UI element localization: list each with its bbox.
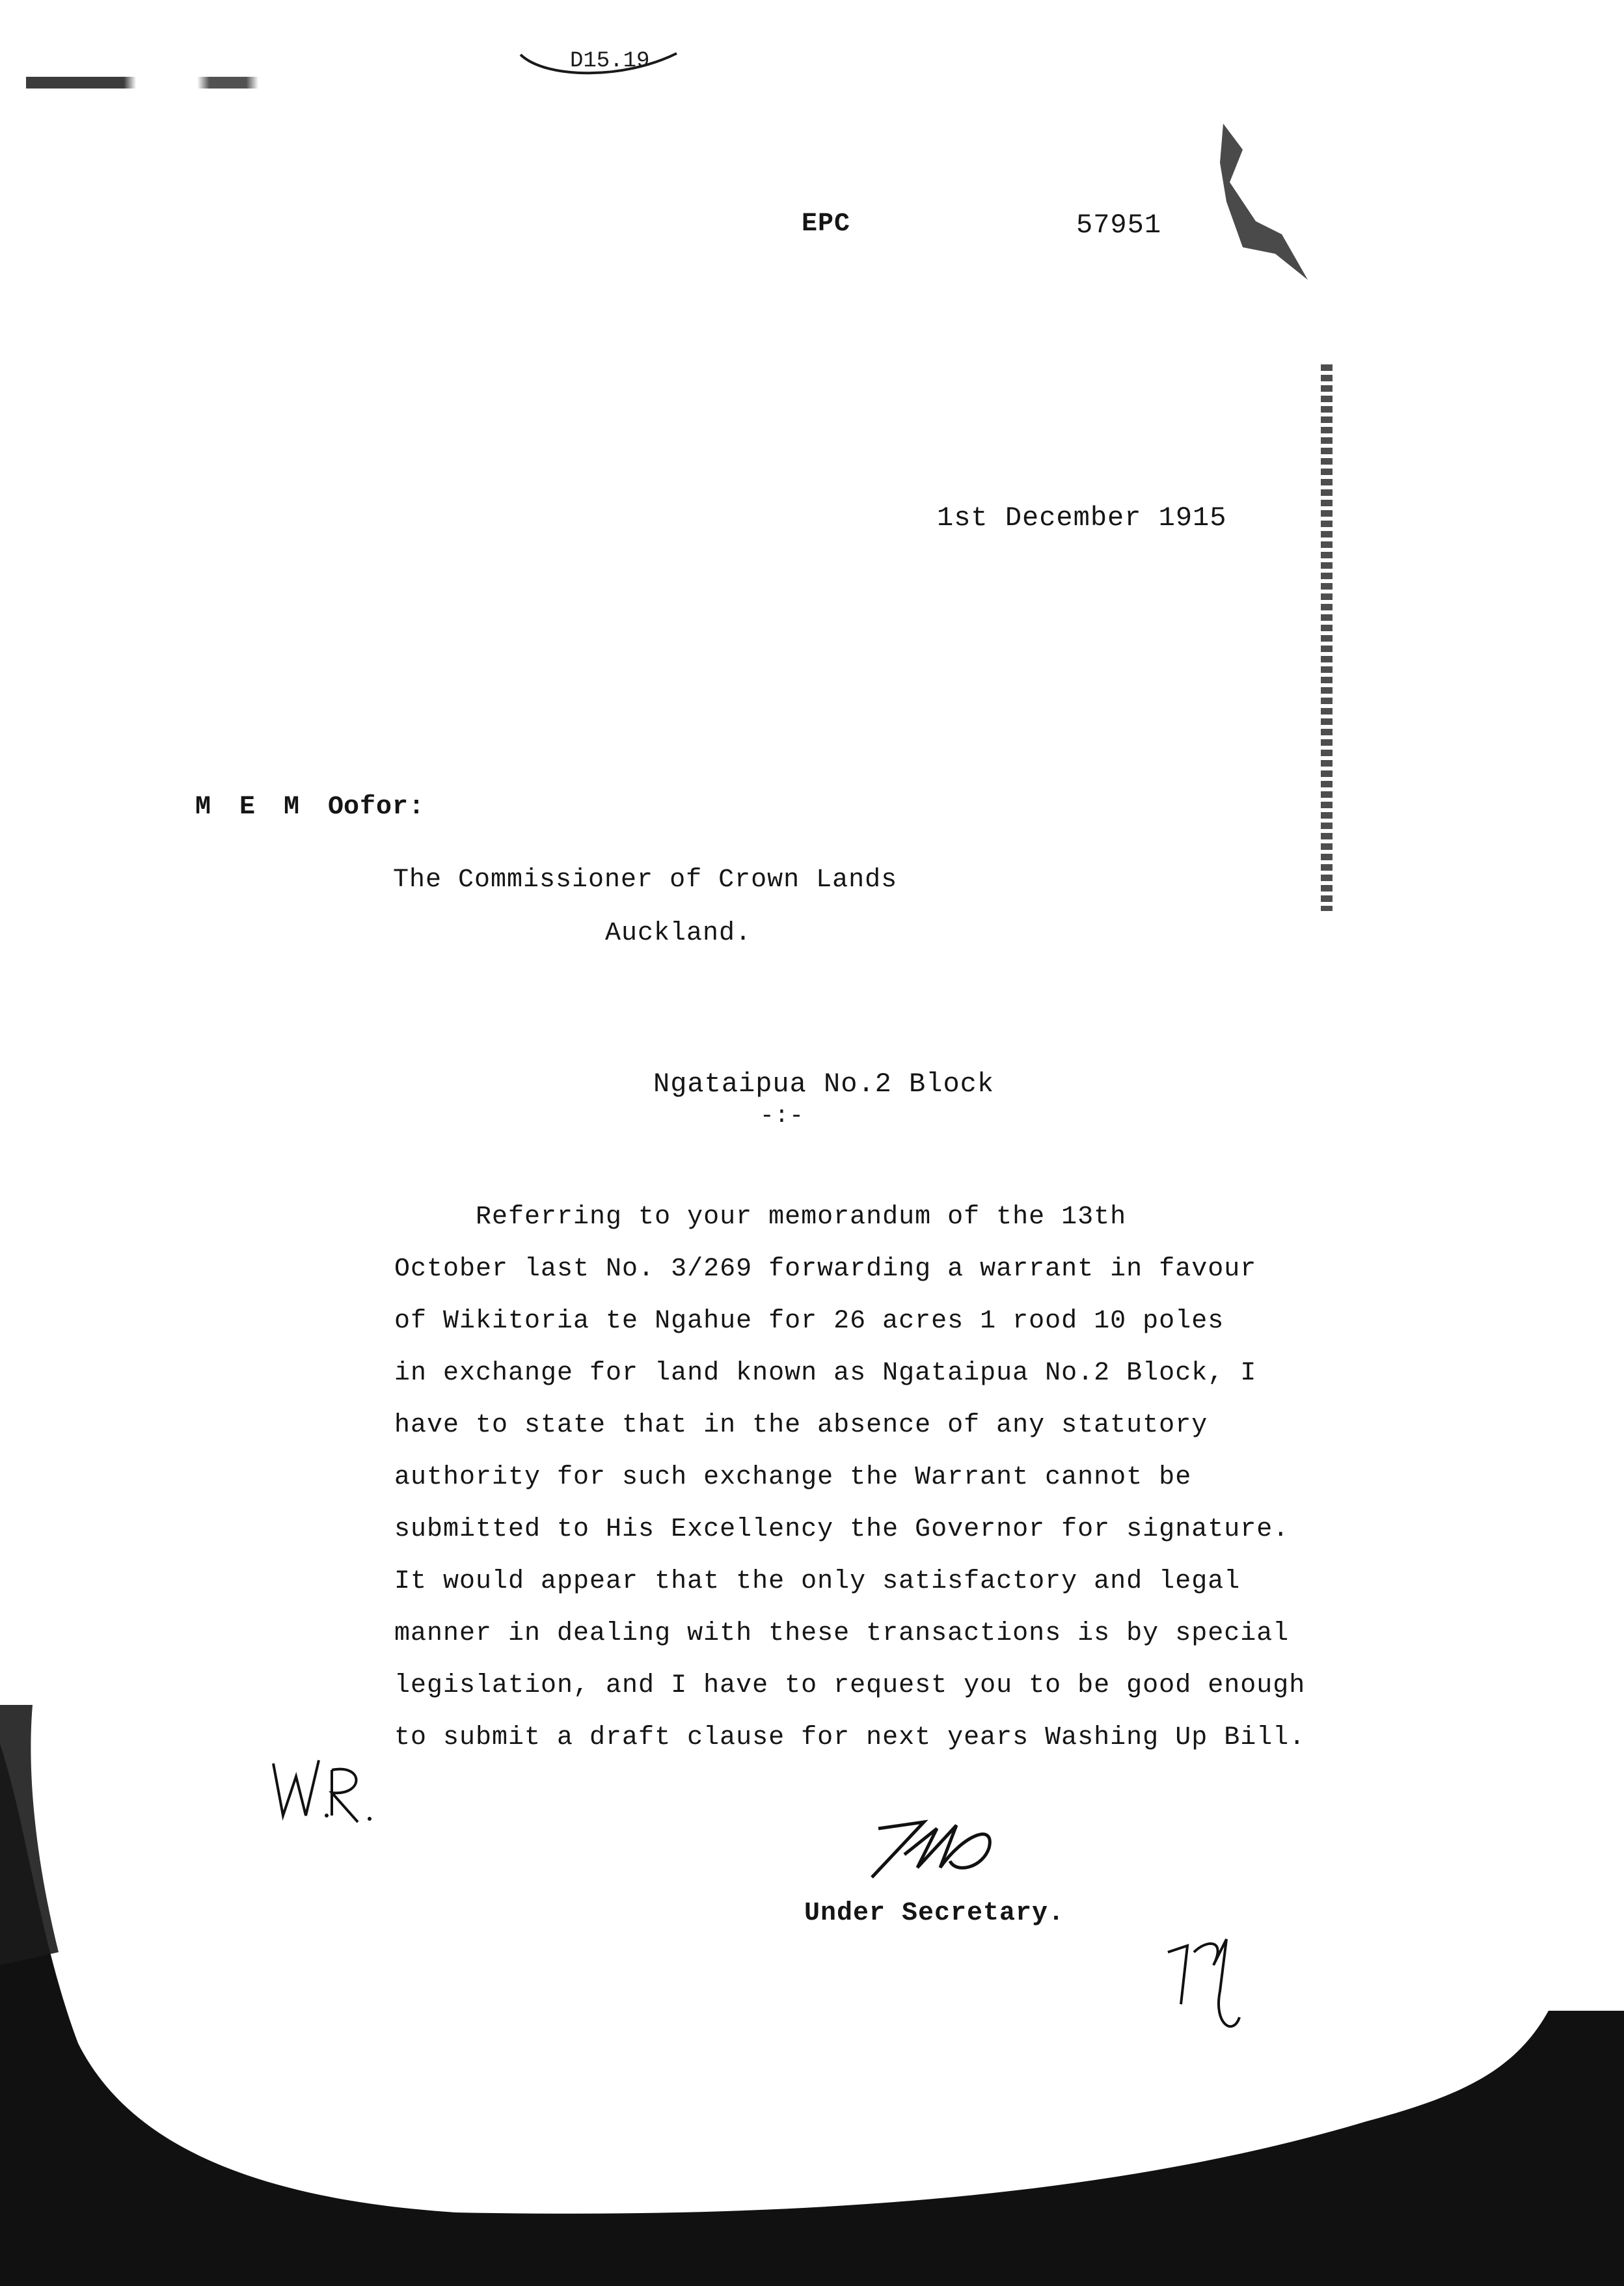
body-line: Referring to your memorandum of the 13th <box>394 1203 1127 1232</box>
body-line: of Wikitoria te Ngahue for 26 acres 1 rood 10 poles <box>394 1307 1225 1336</box>
body-line: It would appear that the only satisfactory and legal <box>394 1567 1241 1596</box>
top-stamp-text: D15.19 <box>570 49 650 74</box>
addressee-line-1: The Commissioner of Crown Lands <box>393 865 898 895</box>
folded-corner-shadow <box>1217 124 1314 286</box>
memo-label: M E M O <box>195 793 351 822</box>
addressee-line-2: Auckland. <box>605 919 752 948</box>
body-line: legislation, and I have to request you to be good enough <box>394 1671 1306 1700</box>
body-line: submitted to His Excellency the Governor for signature. <box>394 1515 1290 1544</box>
memo-date: 1st December 1915 <box>937 502 1227 534</box>
file-code: EPC <box>802 210 851 239</box>
body-line: have to state that in the absence of any statutory <box>394 1411 1208 1440</box>
body-line: October last No. 3/269 forwarding a warrant in favour <box>394 1255 1257 1284</box>
subject-title: Ngataipua No.2 Block <box>653 1068 995 1100</box>
body-line: in exchange for land known as Ngataipua No.2 Block, I <box>394 1359 1257 1388</box>
body-line: manner in dealing with these transactions is by special <box>394 1619 1290 1648</box>
scan-bottom-shadow <box>0 1705 1624 2286</box>
file-number: 57951 <box>1076 210 1162 241</box>
top-stamp-mark <box>508 40 703 86</box>
scan-right-edge-shadow <box>1321 364 1333 911</box>
memo-for-label: ofor: <box>344 793 426 822</box>
signatory-title: Under Secretary. <box>804 1899 1065 1928</box>
body-line: to submit a draft clause for next years Washing Up Bill. <box>394 1723 1306 1752</box>
subject-divider: -:- <box>760 1102 804 1129</box>
body-line: authority for such exchange the Warrant cannot be <box>394 1463 1192 1492</box>
